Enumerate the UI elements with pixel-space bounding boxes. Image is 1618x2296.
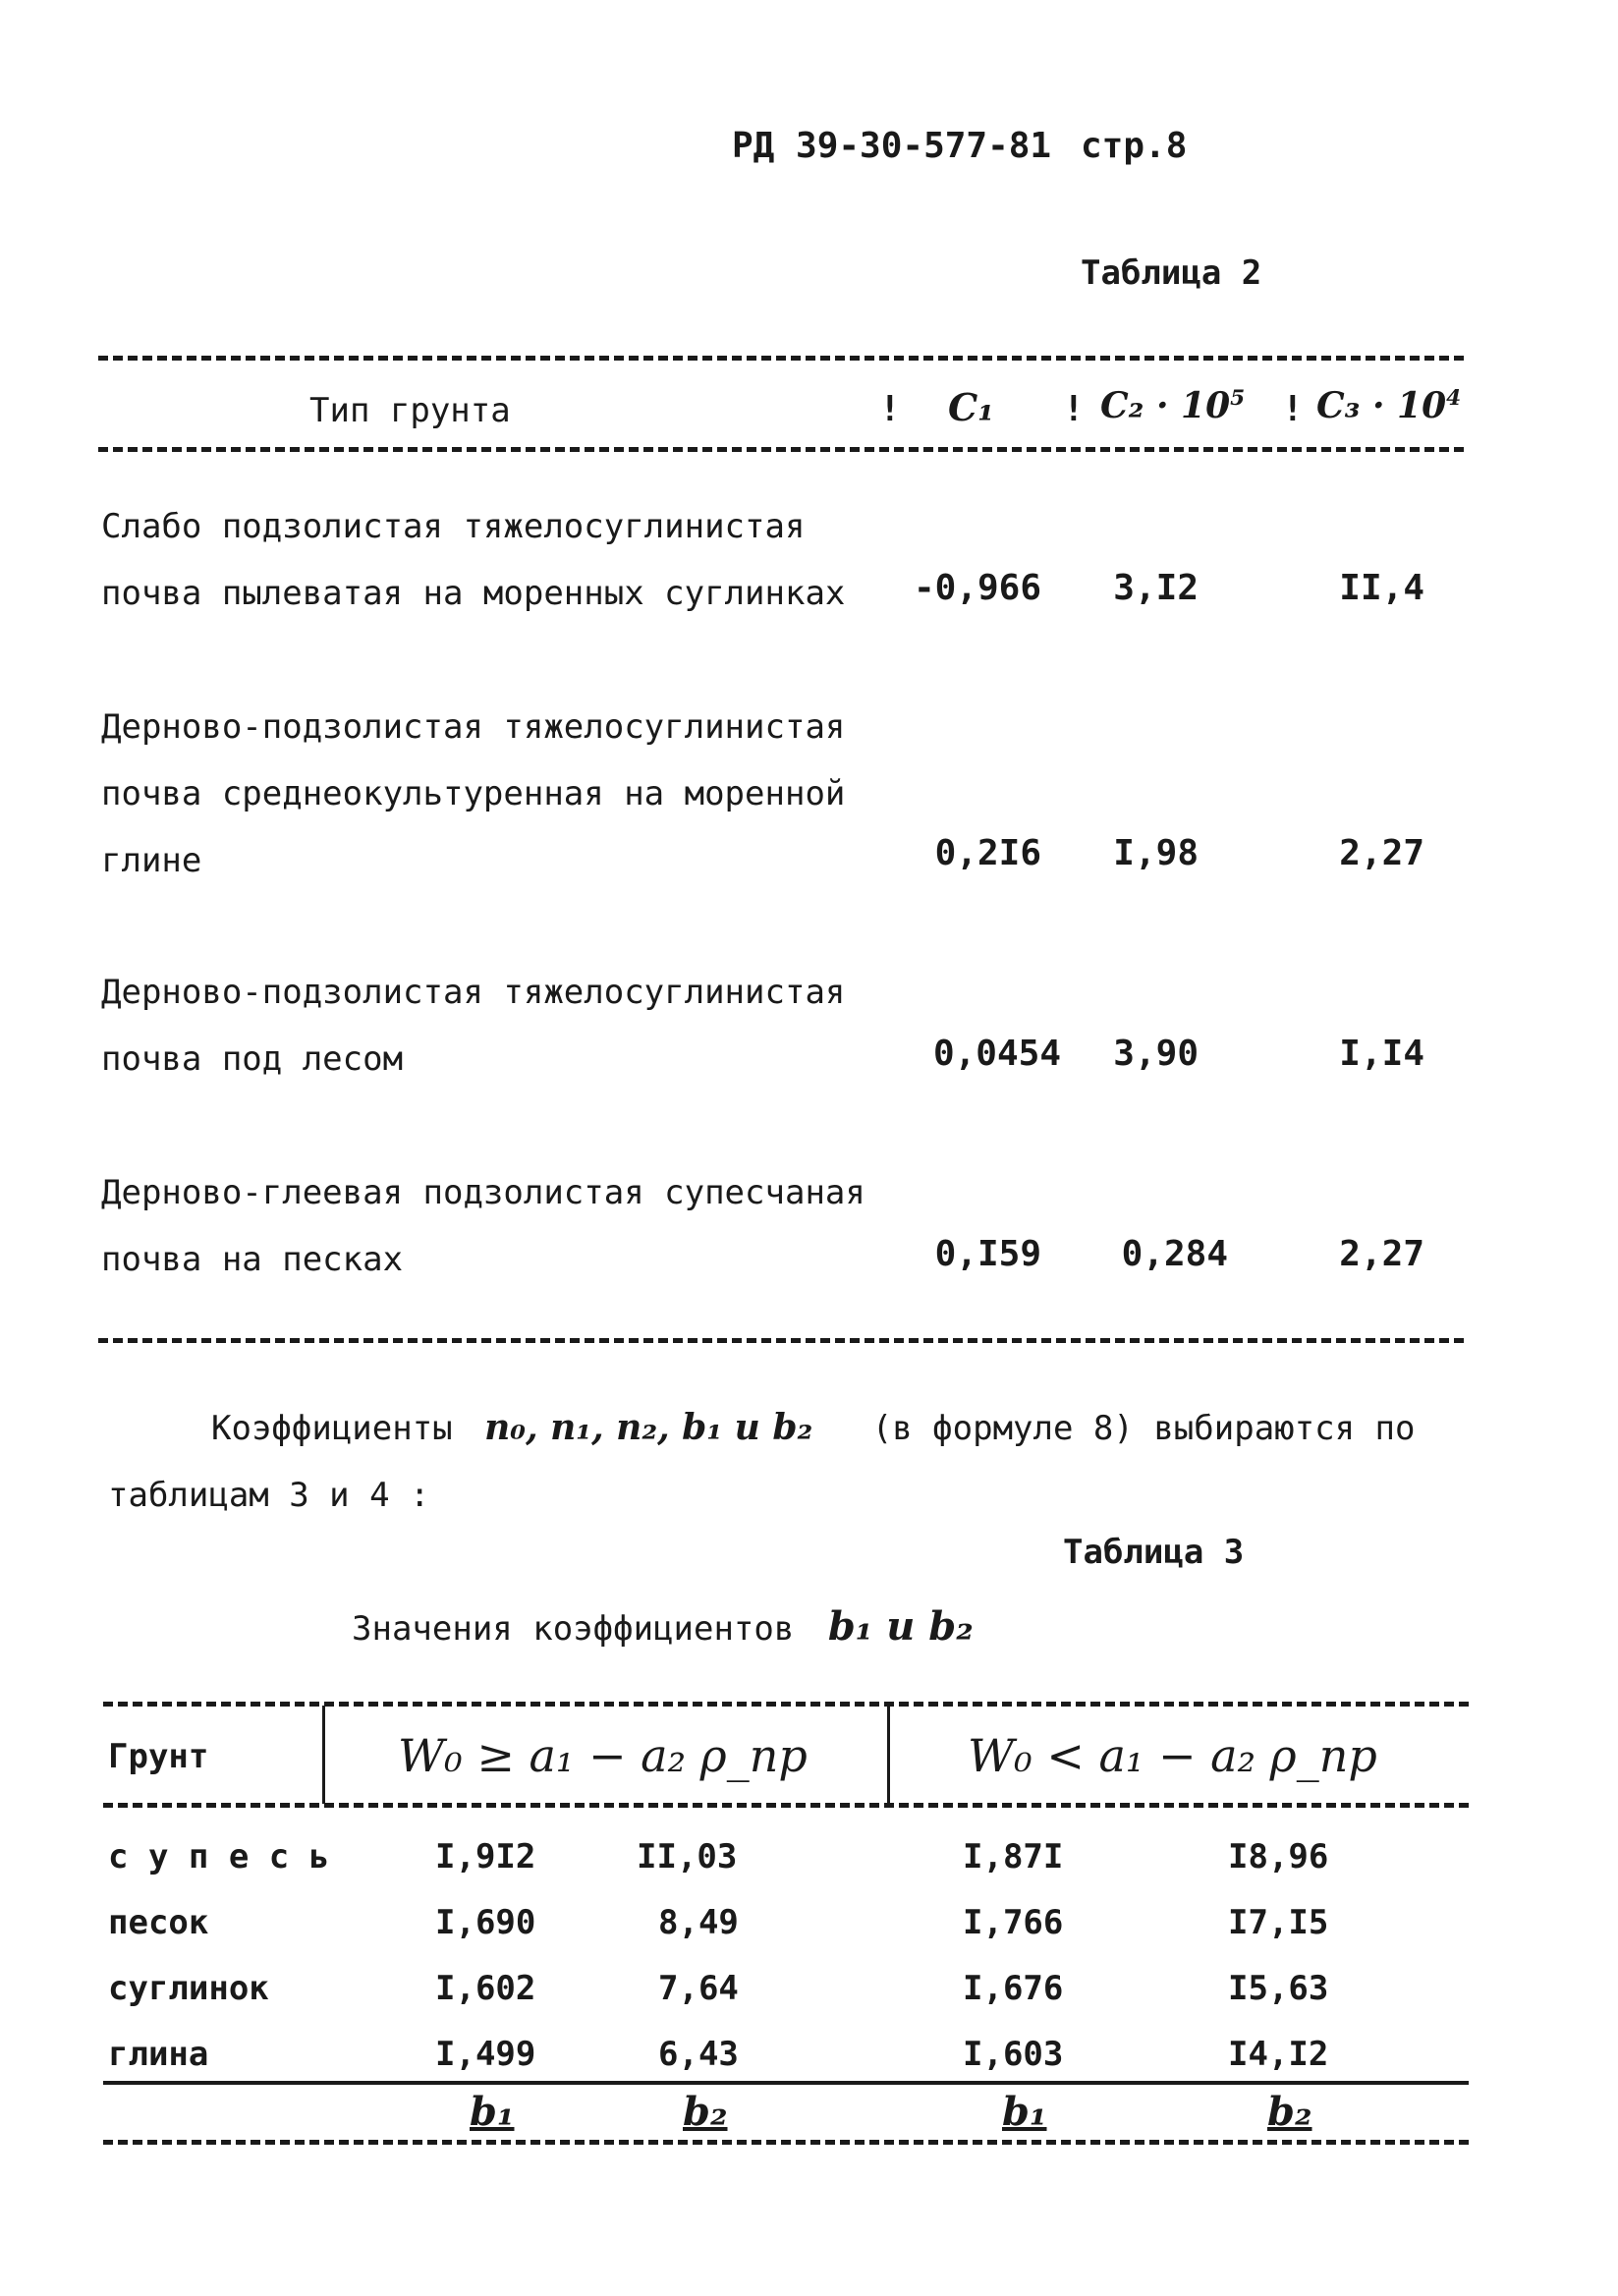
paragraph-text-mid: (в формуле 8) выбираются по	[871, 1409, 1416, 1448]
table3-column-divider	[322, 1706, 325, 1804]
table2-header-c2-exponent: 5	[1230, 386, 1246, 411]
table2-row-name: Дерново-подзолистая тяжелосуглинистая почва среднеокультуренная на моренной глине	[101, 707, 846, 880]
table3-cell-b2: I4,I2	[1228, 2035, 1329, 2074]
table3-footer-b1: b₁	[1002, 2089, 1047, 2135]
table3-footer-b2: b₂	[683, 2089, 728, 2135]
table3-header-soil: Грунт	[108, 1737, 209, 1776]
paragraph-text-start: Коэффициенты	[211, 1409, 453, 1448]
table3-cell-b2: II,03	[637, 1837, 738, 1876]
table3-footer-b1: b₁	[470, 2089, 515, 2135]
table2-header-separator: !	[1282, 389, 1304, 429]
table2-header-separator: !	[879, 389, 901, 429]
table3-cell-b1: I,602	[435, 1969, 536, 2008]
table2-header-c1: C₁	[948, 385, 994, 429]
table3-footer-b2: b₂	[1267, 2089, 1312, 2135]
table2-cell-c3: 2,27	[1339, 833, 1424, 873]
table2-header-c3-exponent: 4	[1446, 386, 1462, 411]
table2-header-type: Тип грунта	[309, 391, 511, 430]
table2-bottom-rule	[98, 1338, 1464, 1343]
table3-caption: Таблица 3	[1063, 1533, 1245, 1572]
document-code: РД 39-30-577-81	[732, 126, 1052, 166]
table3-cell-b1: I,603	[963, 2035, 1064, 2074]
table3-row-soil: суглинок	[108, 1969, 269, 2008]
table2-top-rule	[98, 356, 1464, 361]
table3-cell-b1: I,676	[963, 1969, 1064, 2008]
table2-cell-c2: 0,284	[1121, 1234, 1228, 1274]
table2-header-separator: !	[1063, 389, 1085, 429]
page-number: стр.8	[1081, 126, 1188, 166]
table3-cell-b2: I7,I5	[1228, 1903, 1329, 1942]
table2-header-c2: $C_2 \cdot 10^5$	[1100, 385, 1246, 426]
table2-cell-c1: 0,0454	[932, 1034, 1061, 1074]
table2-cell-c3: II,4	[1339, 568, 1424, 608]
coefficient-symbols: n₀, n₁, n₂, b₁ и b₂	[484, 1407, 813, 1448]
table3-top-rule	[103, 1702, 1469, 1707]
table3-row-soil: глина	[108, 2035, 209, 2074]
table3-cell-b2: I5,63	[1228, 1969, 1329, 2008]
table3-cell-b2: 6,43	[658, 2035, 739, 2074]
table2-cell-c1: -0,966	[913, 568, 1041, 608]
table3-header-condition-2: W₀ < a₁ − a₂ ρ_пр	[968, 1729, 1377, 1782]
table3-row-soil: с у п е с ь	[108, 1837, 330, 1876]
table3-cell-b1: I,690	[435, 1903, 536, 1942]
table3-bottom-rule	[103, 2081, 1469, 2085]
table3-title-symbols: b₁ и b₂	[827, 1603, 974, 1650]
table3-cell-b1: I,87I	[963, 1837, 1064, 1876]
table3-column-divider	[887, 1706, 890, 1804]
table2-row-name: Слабо подзолистая тяжелосуглинистая почва пылеватая на моренных суглинках	[101, 507, 846, 613]
table3-header-condition-1: W₀ ≥ a₁ − a₂ ρ_пр	[398, 1729, 808, 1782]
table2-cell-c1: 0,2I6	[934, 833, 1041, 873]
paragraph-line-1	[211, 1407, 1415, 1448]
table2-cell-c3: I,I4	[1339, 1034, 1424, 1074]
table2-cell-c2: I,98	[1113, 833, 1199, 873]
table2-cell-c2: 3,90	[1113, 1034, 1199, 1074]
table2-row-name: Дерново-подзолистая тяжелосуглинистая почва под лесом	[101, 973, 846, 1079]
table2-cell-c1: 0,I59	[934, 1234, 1041, 1274]
table3-cell-b2: 8,49	[658, 1903, 739, 1942]
table2-header-rule	[98, 447, 1464, 452]
table2-cell-c2: 3,I2	[1113, 568, 1199, 608]
table3-header-rule	[103, 1803, 1469, 1808]
table3-footer-rule	[103, 2140, 1469, 2145]
table2-cell-c3: 2,27	[1339, 1234, 1424, 1274]
table2-caption: Таблица 2	[1081, 253, 1262, 293]
table2-row-name: Дерново-глеевая подзолистая супесчаная почва на песках	[101, 1173, 865, 1279]
table3-cell-b2: 7,64	[658, 1969, 739, 2008]
table3-cell-b1: I,499	[435, 2035, 536, 2074]
paragraph-line-2: таблицам 3 и 4 :	[108, 1476, 430, 1515]
table2-header-c3: $C_3 \cdot 10^4$	[1316, 385, 1462, 426]
table3-title: Значения коэффициентов b₁ и b₂	[352, 1603, 974, 1650]
table3-cell-b1: I,9I2	[435, 1837, 536, 1876]
table3-row-soil: песок	[108, 1903, 209, 1942]
table3-cell-b1: I,766	[963, 1903, 1064, 1942]
table3-cell-b2: I8,96	[1228, 1837, 1329, 1876]
